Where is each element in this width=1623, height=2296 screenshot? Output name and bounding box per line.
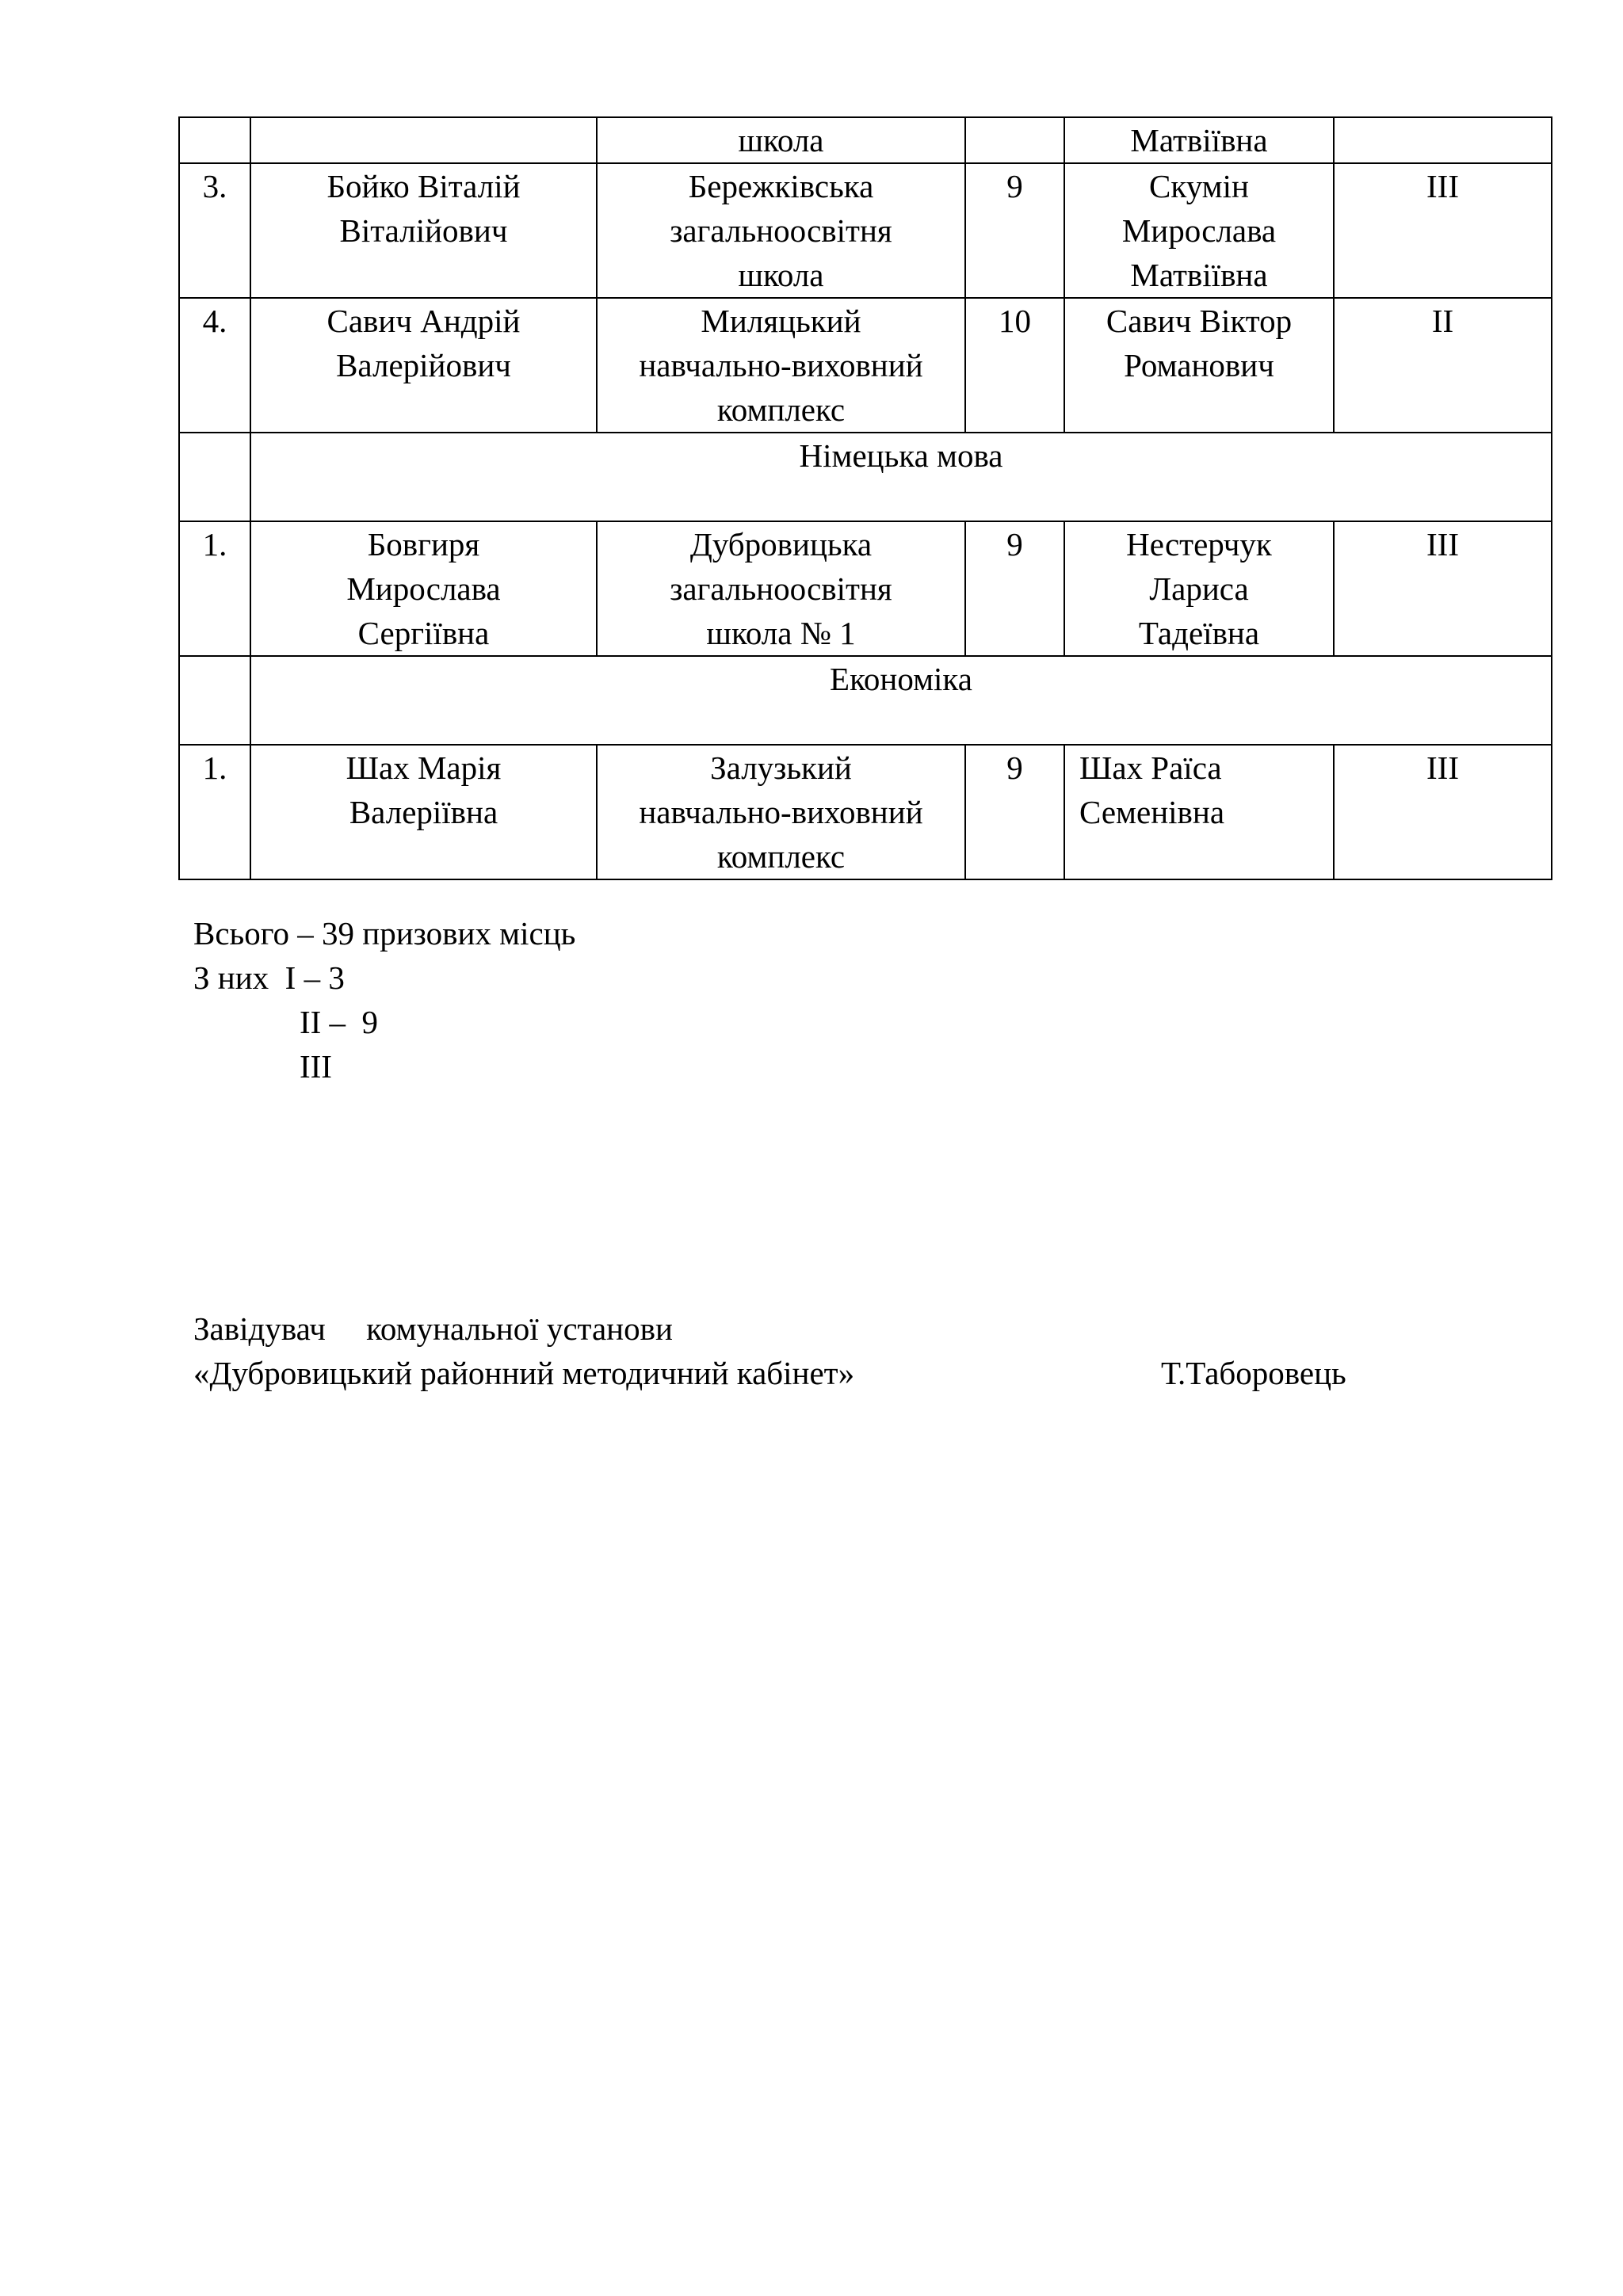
cell-grade: 9 — [965, 163, 1064, 298]
summary-second-place: ІІ – 9 — [300, 1004, 379, 1040]
cell-teacher: Матвіївна — [1064, 117, 1334, 163]
cell-teacher: Шах Раїса Семенівна — [1064, 745, 1334, 879]
cell-number — [179, 433, 250, 521]
cell-school: Бережківська загальноосвітня школа — [597, 163, 965, 298]
cell-place: ІІ — [1334, 298, 1552, 433]
cell-student-name: Савич Андрій Валерійович — [250, 298, 597, 433]
cell-student-name: Шах Марія Валеріївна — [250, 745, 597, 879]
table-row — [179, 298, 1552, 433]
cell-grade: 10 — [965, 298, 1064, 433]
cell-number: 1. — [179, 745, 250, 879]
table-row — [179, 163, 1552, 298]
cell-place: ІІІ — [1334, 163, 1552, 298]
cell-school: Миляцький навчально-виховний комплекс — [597, 298, 965, 433]
cell-teacher: Скумін Мирослава Матвіївна — [1064, 163, 1334, 298]
cell-school: школа — [597, 117, 965, 163]
subject-row — [179, 656, 1552, 745]
results-table — [178, 116, 1552, 880]
cell-place: ІІІ — [1334, 521, 1552, 656]
cell-number: 3. — [179, 163, 250, 298]
cell-teacher: Нестерчук Лариса Тадеївна — [1064, 521, 1334, 656]
cell-school: Дубровицька загальноосвітня школа № 1 — [597, 521, 965, 656]
cell-place: ІІІ — [1334, 745, 1552, 879]
summary-third-place: ІІІ — [300, 1048, 332, 1085]
cell-number: 1. — [179, 521, 250, 656]
cell-grade: 9 — [965, 745, 1064, 879]
cell-number: 4. — [179, 298, 250, 433]
cell-grade — [965, 117, 1064, 163]
cell-teacher: Савич Віктор Романович — [1064, 298, 1334, 433]
summary-total: Всього – 39 призових місць — [193, 915, 576, 952]
cell-number — [179, 656, 250, 745]
cell-student-name — [250, 117, 597, 163]
signature-name: Т.Таборовець — [1161, 1355, 1346, 1391]
table-row — [179, 521, 1552, 656]
signature-position-line1: Завідувач комунальної установи — [193, 1310, 673, 1347]
subject-row — [179, 433, 1552, 521]
summary-first-place: З них І – 3 — [193, 959, 345, 996]
table-row — [179, 745, 1552, 879]
cell-grade: 9 — [965, 521, 1064, 656]
cell-student-name: Бовгиря Мирослава Сергіївна — [250, 521, 597, 656]
cell-school: Залузький навчально-виховний комплекс — [597, 745, 965, 879]
signature-position-line2: «Дубровицький районний методичний кабінет» — [193, 1355, 855, 1391]
subject-heading: Економіка — [250, 656, 1552, 745]
cell-number — [179, 117, 250, 163]
cell-student-name: Бойко Віталій Віталійович — [250, 163, 597, 298]
cell-place — [1334, 117, 1552, 163]
subject-heading: Німецька мова — [250, 433, 1552, 521]
table-row — [179, 117, 1552, 163]
